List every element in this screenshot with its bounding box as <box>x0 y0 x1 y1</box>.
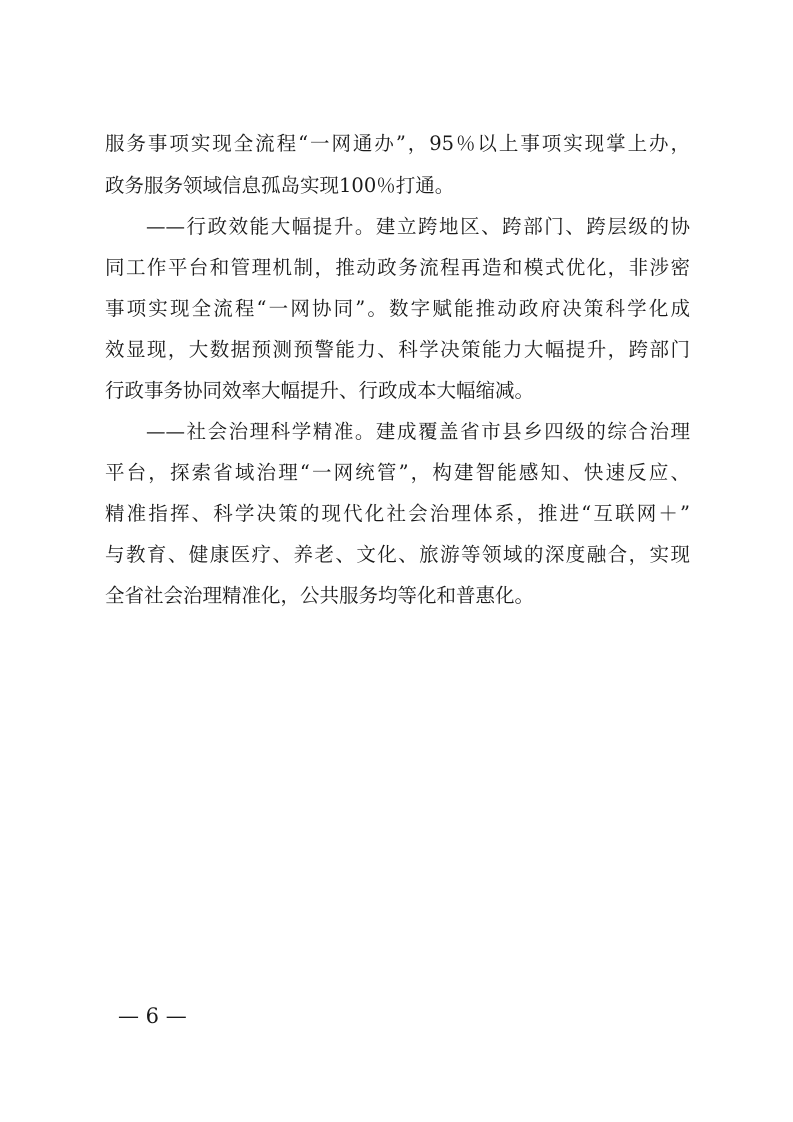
page-number: — 6 — <box>118 1004 187 1028</box>
text-line: 行政事务协同效率大幅提升、行政成本大幅缩减。 <box>105 379 535 402</box>
text-line: 与教育、健康医疗、养老、文化、旅游等领域的深度融合，实现 <box>105 543 690 566</box>
text-line: 同工作平台和管理机制，推动政务流程再造和模式优化，非涉密 <box>105 256 690 279</box>
text-line: 全省社会治理精准化，公共服务均等化和普惠化。 <box>105 584 535 607</box>
text-line: 效显现，大数据预测预警能力、科学决策能力大幅提升，跨部门 <box>105 338 690 361</box>
text-line: 平台，探索省域治理“一网统管”，构建智能感知、快速反应、 <box>105 461 690 484</box>
text-line: 事项实现全流程“一网协同”。数字赋能推动政府决策科学化成 <box>105 297 690 320</box>
text-line: 精准指挥、科学决策的现代化社会治理体系，推进“互联网＋” <box>105 502 690 525</box>
text-line: 服务事项实现全流程“一网通办”，95％以上事项实现掌上办， <box>105 132 690 155</box>
text-line: 政务服务领域信息孤岛实现100％打通。 <box>105 174 455 197</box>
text-line: ——行政效能大幅提升。建立跨地区、跨部门、跨层级的协 <box>146 215 690 238</box>
text-line: ——社会治理科学精准。建成覆盖省市县乡四级的综合治理 <box>146 420 690 443</box>
